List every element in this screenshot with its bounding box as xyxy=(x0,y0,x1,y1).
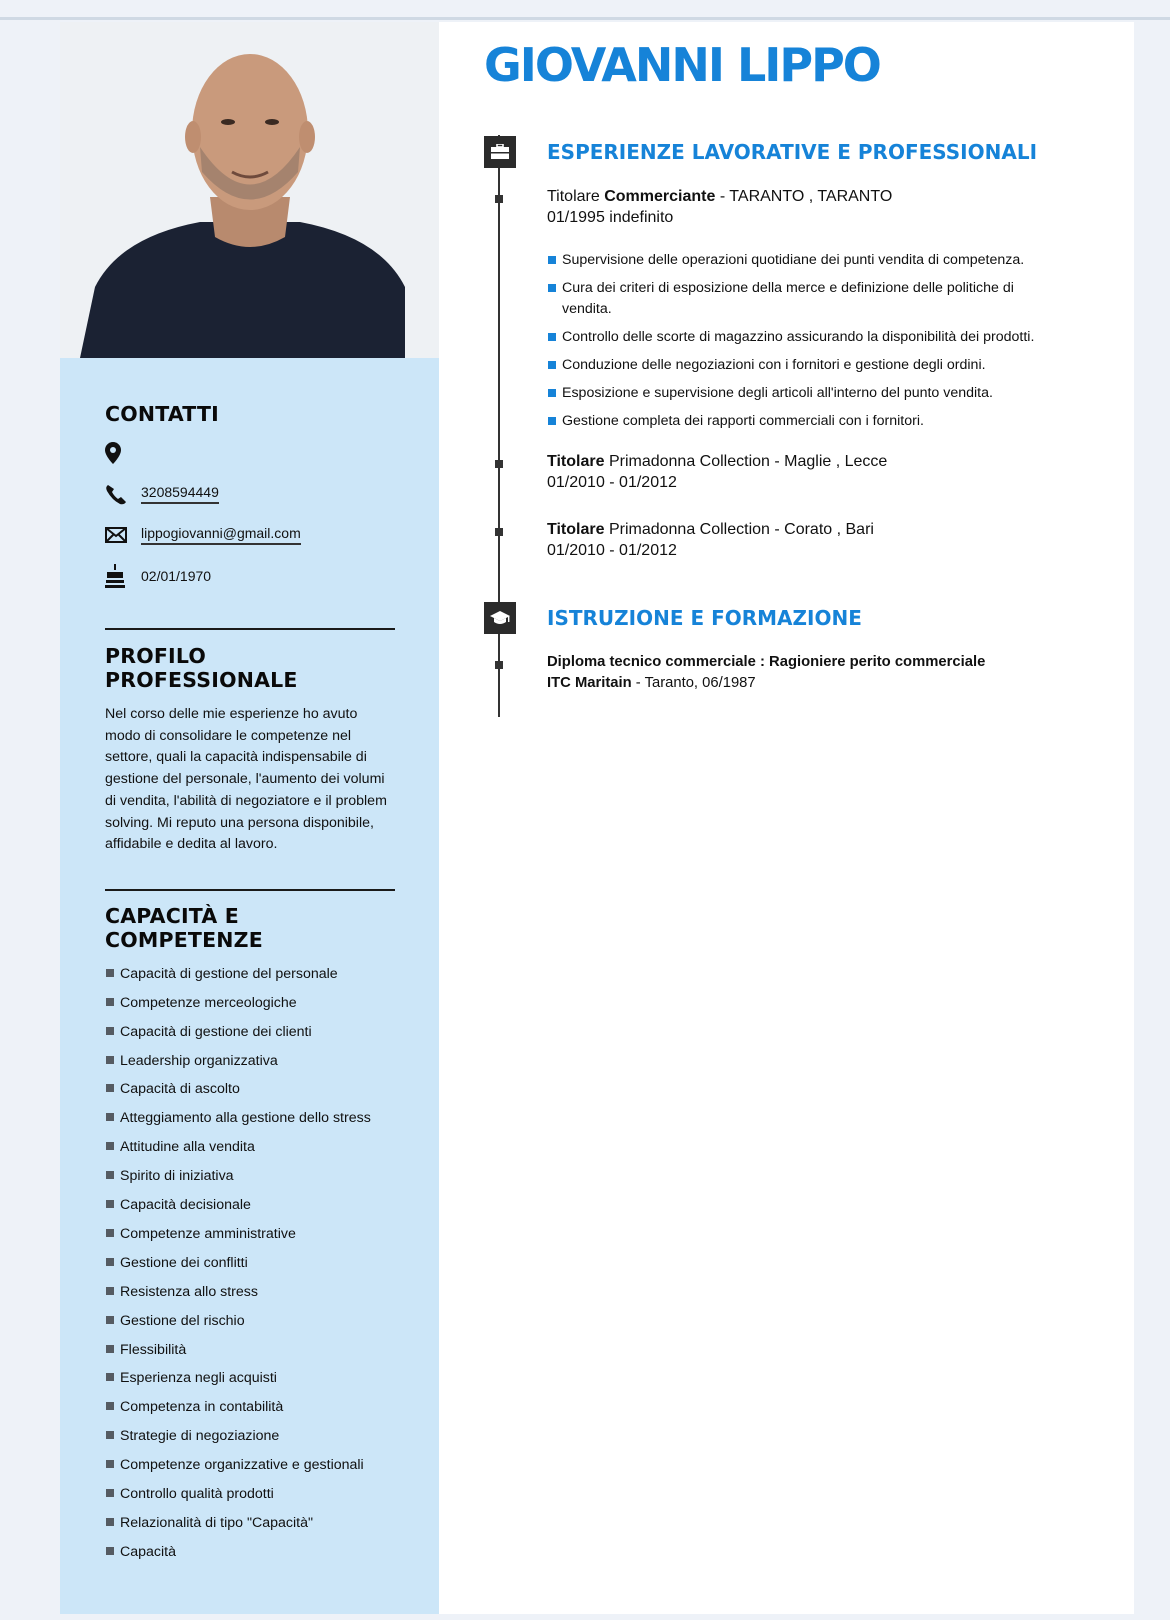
bullet-square-icon xyxy=(106,1142,114,1150)
phone-link[interactable]: 3208594449 xyxy=(141,484,219,504)
skill-item xyxy=(105,1022,395,1051)
job-entry-2 xyxy=(547,451,887,493)
bullet-square-icon xyxy=(548,256,556,264)
birthday-cake-icon xyxy=(105,564,141,588)
job-role: Titolare xyxy=(547,521,605,538)
skill-label: Leadership organizzativa xyxy=(120,1052,278,1069)
experience-title: ESPERIENZE LAVORATIVE E PROFESSIONALI xyxy=(547,140,1038,164)
job-role: Titolare xyxy=(547,453,605,470)
job-entry-3 xyxy=(547,519,874,561)
contacts-title: CONTATTI xyxy=(105,402,219,426)
location-pin-icon xyxy=(105,442,141,464)
sidebar xyxy=(60,22,439,1614)
skill-label: Competenze organizzative e gestionali xyxy=(120,1457,364,1474)
education-title: ISTRUZIONE E FORMAZIONE xyxy=(547,606,862,630)
job-role: Titolare xyxy=(547,188,600,205)
job-bullet xyxy=(547,250,1067,271)
bullet-square-icon xyxy=(106,998,114,1006)
skill-item xyxy=(105,1542,395,1571)
job-dates: 01/2010 - 01/2012 xyxy=(547,542,677,559)
bullet-square-icon xyxy=(106,1402,114,1410)
skill-label: Capacità di ascolto xyxy=(120,1081,240,1098)
profile-text: Nel corso delle mie esperienze ho avuto modo di consolidare le competenze nel settore, quali la capacità indispensabile di gestione del personale, l'aumento dei volumi di vendita, l'abilità di negoziatore e il problem solving. Mi reputo una persona disponibile, affidabile e dedita al lavoro. xyxy=(105,706,387,853)
bullet-square-icon xyxy=(548,333,556,341)
skill-label: Atteggiamento alla gestione dello stress xyxy=(120,1110,371,1127)
job-bullet xyxy=(547,411,1067,432)
job-1-bullets xyxy=(547,250,1067,439)
job-entry-1 xyxy=(547,186,892,228)
bullet-square-icon xyxy=(548,284,556,292)
skill-item xyxy=(105,1397,395,1426)
contact-address xyxy=(105,432,395,473)
bullet-square-icon xyxy=(106,1316,114,1324)
sidebar-content xyxy=(105,402,395,1571)
contact-phone xyxy=(105,473,395,514)
profile-divider xyxy=(105,628,395,630)
skill-item xyxy=(105,1282,395,1311)
contact-birthdate xyxy=(105,555,395,596)
skill-label: Capacità di gestione dei clienti xyxy=(120,1023,312,1040)
skill-item xyxy=(105,1484,395,1513)
skill-label: Gestione dei conflitti xyxy=(120,1254,248,1271)
skills-list xyxy=(105,964,395,1571)
skill-label: Relazionalità di tipo "Capacità" xyxy=(120,1514,314,1531)
skill-label: Competenze amministrative xyxy=(120,1225,296,1242)
job-location: - TARANTO , TARANTO xyxy=(715,188,893,205)
bullet-square-icon xyxy=(548,361,556,369)
phone-icon xyxy=(105,483,141,505)
job-bullet-text: Controllo delle scorte di magazzino assicurando la disponibilità dei prodotti. xyxy=(562,329,1035,345)
skill-label: Controllo qualità prodotti xyxy=(120,1485,274,1502)
timeline-dot xyxy=(495,528,503,536)
resume-page xyxy=(60,22,1134,1614)
graduation-cap-icon xyxy=(484,602,516,634)
bullet-square-icon xyxy=(106,1547,114,1555)
skill-item xyxy=(105,993,395,1022)
bullet-square-icon xyxy=(106,1229,114,1237)
bullet-square-icon xyxy=(106,969,114,977)
skill-item xyxy=(105,1137,395,1166)
job-bullet xyxy=(547,327,1067,348)
job-bullet xyxy=(547,383,1067,404)
job-bullet xyxy=(547,278,1067,320)
skill-item xyxy=(105,1340,395,1369)
education-place-date: - Taranto, 06/1987 xyxy=(631,675,756,691)
job-dates: 01/2010 - 01/2012 xyxy=(547,474,677,491)
skill-label: Strategie di negoziazione xyxy=(120,1428,280,1445)
education-entry xyxy=(547,652,985,694)
profile-photo xyxy=(60,22,439,358)
bullet-square-icon xyxy=(106,1373,114,1381)
birthdate-text: 02/01/1970 xyxy=(141,567,212,584)
job-company: Primadonna Collection xyxy=(604,453,770,470)
job-bullet-text: Cura dei criteri di esposizione della merce e definizione delle politiche di vendita. xyxy=(562,280,1014,317)
job-bullet-text: Esposizione e supervisione degli articoli all'interno del punto vendita. xyxy=(562,385,993,401)
skills-divider xyxy=(105,889,395,891)
skill-label: Competenze merceologiche xyxy=(120,994,297,1011)
job-company: Primadonna Collection xyxy=(604,521,770,538)
job-bullet-text: Supervisione delle operazioni quotidiane dei punti vendita di competenza. xyxy=(562,252,1025,268)
envelope-icon xyxy=(105,527,141,543)
skill-item xyxy=(105,1253,395,1282)
skill-label: Competenza in contabilità xyxy=(120,1399,284,1416)
skill-label: Spirito di iniziativa xyxy=(120,1168,234,1185)
skills-title: CAPACITÀ E COMPETENZE xyxy=(105,903,263,952)
top-border xyxy=(0,17,1170,20)
job-location: - Maglie , Lecce xyxy=(769,453,888,470)
profile-title: PROFILO PROFESSIONALE xyxy=(105,644,298,692)
bullet-square-icon xyxy=(106,1258,114,1266)
job-location: - Corato , Bari xyxy=(769,521,874,538)
skill-label: Flessibilità xyxy=(120,1341,187,1358)
bullet-square-icon xyxy=(106,1171,114,1179)
bullet-square-icon xyxy=(106,1027,114,1035)
skill-item xyxy=(105,1108,395,1137)
timeline-dot xyxy=(495,460,503,468)
education-school: ITC Maritain xyxy=(547,675,632,691)
education-degree: Diploma tecnico commerciale : Ragioniere perito commerciale xyxy=(547,654,986,670)
bullet-square-icon xyxy=(106,1084,114,1092)
contact-email xyxy=(105,514,395,555)
bullet-square-icon xyxy=(106,1200,114,1208)
job-dates: 01/1995 indefinito xyxy=(547,209,674,226)
bullet-square-icon xyxy=(106,1345,114,1353)
timeline-dot xyxy=(495,195,503,203)
skill-item xyxy=(105,1455,395,1484)
skill-item xyxy=(105,964,395,993)
skill-item xyxy=(105,1079,395,1108)
skill-item xyxy=(105,1166,395,1195)
bullet-square-icon xyxy=(106,1431,114,1439)
skill-item xyxy=(105,1051,395,1080)
job-bullet xyxy=(547,355,1067,376)
timeline-dot xyxy=(495,661,503,669)
skill-item xyxy=(105,1195,395,1224)
job-bullet-text: Conduzione delle negoziazioni con i fornitori e gestione degli ordini. xyxy=(562,357,986,373)
bullet-square-icon xyxy=(106,1489,114,1497)
job-bullet-text: Gestione completa dei rapporti commerciali con i fornitori. xyxy=(562,413,924,429)
skill-label: Capacità decisionale xyxy=(120,1197,251,1214)
skill-label: Capacità di gestione del personale xyxy=(120,965,338,982)
bullet-square-icon xyxy=(106,1056,114,1064)
email-link[interactable]: lippogiovanni@gmail.com xyxy=(141,525,301,545)
bullet-square-icon xyxy=(106,1460,114,1468)
job-company: Commerciante xyxy=(604,188,716,205)
bullet-square-icon xyxy=(106,1518,114,1526)
briefcase-icon xyxy=(484,136,516,168)
skill-label: Capacità xyxy=(120,1543,176,1560)
skill-label: Attitudine alla vendita xyxy=(120,1139,255,1156)
bullet-square-icon xyxy=(548,389,556,397)
skill-item xyxy=(105,1224,395,1253)
skill-item xyxy=(105,1426,395,1455)
bullet-square-icon xyxy=(106,1287,114,1295)
skill-item xyxy=(105,1368,395,1397)
bullet-square-icon xyxy=(548,417,556,425)
skill-label: Resistenza allo stress xyxy=(120,1283,258,1300)
skill-label: Esperienza negli acquisti xyxy=(120,1370,277,1387)
skill-item xyxy=(105,1311,395,1340)
candidate-name: GIOVANNI LIPPO xyxy=(484,38,880,92)
skill-item xyxy=(105,1513,395,1542)
bullet-square-icon xyxy=(106,1113,114,1121)
skill-label: Gestione del rischio xyxy=(120,1312,245,1329)
